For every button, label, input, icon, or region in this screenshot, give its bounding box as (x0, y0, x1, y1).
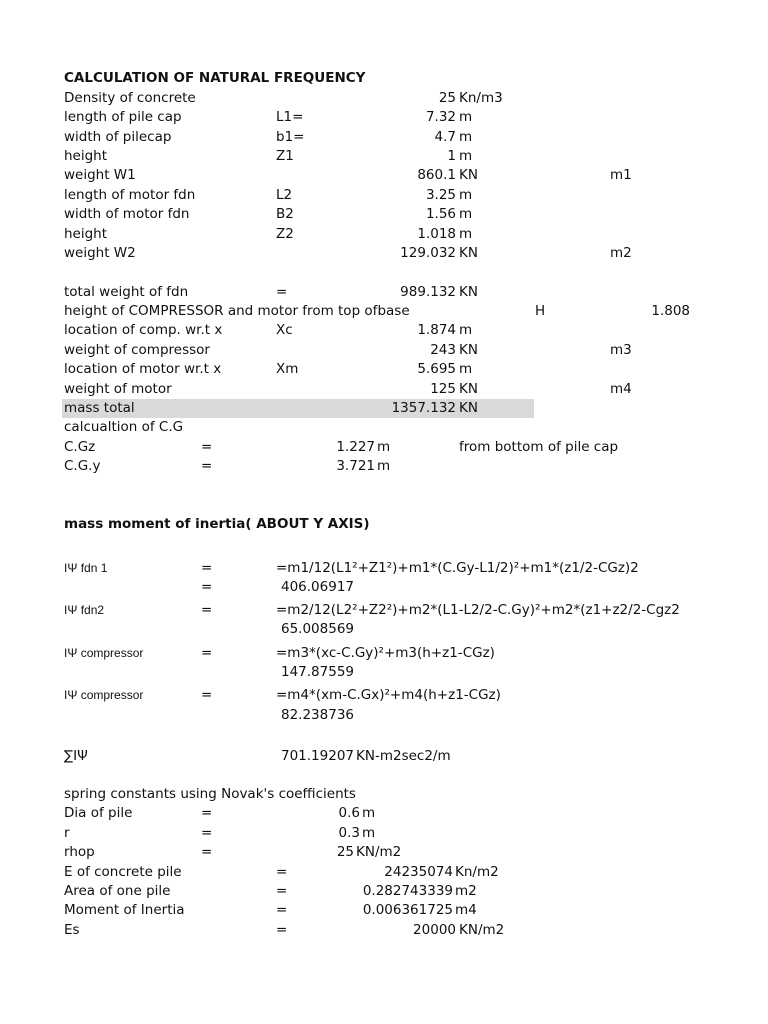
spring-label: E of concrete pile (64, 864, 182, 880)
row-label: height (64, 226, 108, 242)
cg-note: from bottom of pile cap (459, 439, 619, 455)
row-unit: KN (459, 400, 478, 416)
row-value: 860.1 (417, 167, 456, 183)
row-symbol: Xm (276, 361, 299, 377)
inertia-sum-unit: KN-m2sec2/m (356, 748, 451, 764)
row-label: weight of motor (64, 381, 172, 397)
row-symbol: b1= (276, 129, 305, 145)
row-unit: KN (459, 167, 478, 183)
row-value: 1.808 (651, 303, 690, 319)
spring-label: Moment of Inertia (64, 902, 185, 918)
row-label: length of pile cap (64, 109, 182, 125)
row-unit: m (459, 187, 473, 203)
spring-equals: = (276, 902, 288, 918)
spring-unit: m (362, 825, 376, 841)
row-unit: KN (459, 342, 478, 358)
inertia-equals: = (201, 687, 213, 703)
row-unit: m (459, 129, 473, 145)
spring-unit: m (362, 805, 376, 821)
row-value: 1 (447, 148, 456, 164)
row-label: width of motor fdn (64, 206, 190, 222)
cg-value: 1.227 (336, 439, 375, 455)
inertia-sum-label: ∑IΨ (64, 748, 88, 764)
page-title: CALCULATION OF NATURAL FREQUENCY (64, 70, 366, 86)
spring-equals: = (276, 864, 288, 880)
cg-value: 3.721 (336, 458, 375, 474)
row-label: total weight of fdn (64, 284, 189, 300)
row-value: 5.695 (417, 361, 456, 377)
row-symbol: = (276, 284, 288, 300)
spring-equals: = (276, 922, 288, 938)
inertia-label: IΨ fdn 1 (64, 561, 108, 575)
row-unit: KN (459, 284, 478, 300)
row-value: 129.032 (400, 245, 456, 261)
cg-unit: m (377, 439, 391, 455)
row-value: 125 (430, 381, 456, 397)
mass-symbol: m2 (610, 245, 632, 261)
spring-equals: = (201, 805, 213, 821)
row-value: 25 (438, 90, 456, 106)
inertia-equals: = (201, 579, 213, 595)
inertia-equals: = (201, 645, 213, 661)
inertia-value: 82.238736 (281, 707, 355, 723)
spring-label: Dia of pile (64, 805, 133, 821)
row-value: 1.874 (417, 322, 456, 338)
row-label: location of motor wr.t x (64, 361, 222, 377)
row-value: 7.32 (425, 109, 456, 125)
row-unit: m (459, 226, 473, 242)
row-unit: m (459, 361, 473, 377)
inertia-formula: =m2/12(L2²+Z2²)+m2*(L1-L2/2-C.Gy)²+m2*(z1+z2/2-Cgz2 (276, 602, 680, 618)
cg-label: C.G.y (64, 458, 101, 474)
spring-equals: = (201, 825, 213, 841)
inertia-equals: = (201, 560, 213, 576)
spring-value: 0.282743339 (362, 883, 453, 899)
row-value: 1.018 (417, 226, 456, 242)
spring-value: 0.006361725 (362, 902, 453, 918)
spring-value: 25 (336, 844, 354, 860)
inertia-label: IΨ fdn2 (64, 603, 105, 617)
spring-heading: spring constants using Novak's coefficients (64, 786, 356, 802)
row-symbol: L1= (276, 109, 304, 125)
inertia-value: 147.87559 (281, 664, 355, 680)
inertia-heading: mass moment of inertia( ABOUT Y AXIS) (64, 516, 370, 532)
row-label: height of COMPRESSOR and motor from top ofbase (64, 303, 410, 319)
spring-unit: KN/m2 (356, 844, 402, 860)
spring-value: 0.6 (338, 805, 360, 821)
spring-equals: = (201, 844, 213, 860)
row-label: location of comp. wr.t x (64, 322, 223, 338)
mass-symbol: m4 (610, 381, 632, 397)
cg-label: C.Gz (64, 439, 96, 455)
cg-heading: calcualtion of C.G (64, 419, 184, 435)
cg-unit: m (377, 458, 391, 474)
spring-unit: m4 (455, 902, 477, 918)
inertia-formula: =m4*(xm-C.Gx)²+m4(h+z1-CGz) (276, 687, 501, 703)
spring-label: r (64, 825, 70, 841)
row-unit: Kn/m3 (459, 90, 503, 106)
spring-value: 24235074 (384, 864, 453, 880)
row-symbol: Z2 (276, 226, 294, 242)
inertia-value: 406.06917 (281, 579, 355, 595)
spring-value: 0.3 (338, 825, 360, 841)
row-value: 1357.132 (391, 400, 456, 416)
spring-equals: = (276, 883, 288, 899)
spring-label: rhop (64, 844, 95, 860)
row-symbol: Xc (276, 322, 293, 338)
row-label: weight W2 (64, 245, 136, 261)
inertia-value: 65.008569 (281, 621, 355, 637)
row-symbol: L2 (276, 187, 293, 203)
row-label: mass total (64, 400, 135, 416)
row-unit: KN (459, 245, 478, 261)
spring-label: Area of one pile (64, 883, 171, 899)
row-label: weight W1 (64, 167, 136, 183)
spring-unit: KN/m2 (459, 922, 505, 938)
row-value: 3.25 (425, 187, 456, 203)
row-label: height (64, 148, 108, 164)
inertia-label: IΨ compressor (64, 688, 144, 702)
row-value: 989.132 (400, 284, 456, 300)
row-unit: m (459, 148, 473, 164)
row-unit: KN (459, 381, 478, 397)
row-label: weight of compressor (64, 342, 210, 358)
inertia-formula: =m3*(xc-C.Gy)²+m3(h+z1-CGz) (276, 645, 495, 661)
cg-equals: = (201, 439, 213, 455)
inertia-equals: = (201, 602, 213, 618)
cg-equals: = (201, 458, 213, 474)
row-label: length of motor fdn (64, 187, 196, 203)
row-symbol: B2 (276, 206, 294, 222)
spring-unit: Kn/m2 (455, 864, 499, 880)
row-unit: m (459, 206, 473, 222)
inertia-label: IΨ compressor (64, 646, 144, 660)
row-label: Density of concrete (64, 90, 196, 106)
spring-label: Es (64, 922, 80, 938)
row-value: 1.56 (425, 206, 456, 222)
row-symbol: Z1 (276, 148, 294, 164)
row-label: width of pilecap (64, 129, 172, 145)
row-value: 243 (430, 342, 456, 358)
row-unit: m (459, 109, 473, 125)
mass-symbol: m3 (610, 342, 632, 358)
mass-symbol: m1 (610, 167, 632, 183)
inertia-formula: =m1/12(L1²+Z1²)+m1*(C.Gy-L1/2)²+m1*(z1/2-CGz)2 (276, 560, 639, 576)
inertia-sum-value: 701.19207 (281, 748, 355, 764)
row-symbol: H (535, 303, 546, 319)
spring-unit: m2 (455, 883, 477, 899)
row-value: 4.7 (434, 129, 456, 145)
spring-value: 20000 (413, 922, 456, 938)
row-unit: m (459, 322, 473, 338)
